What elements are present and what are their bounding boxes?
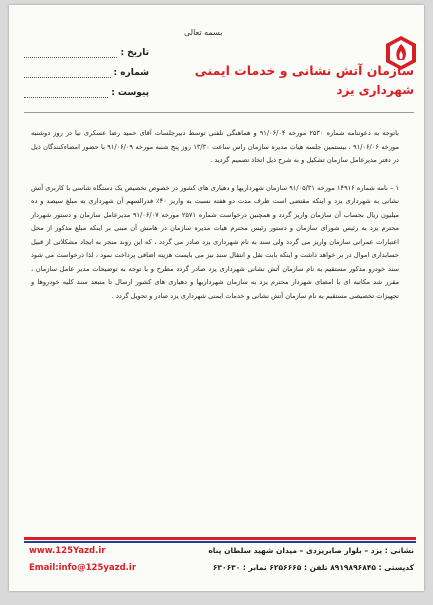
footer-website: www.125Yazd.ir [29,546,106,556]
letter-meta-fields [24,38,149,98]
attachment-blank [24,87,108,98]
header-divider [24,112,414,113]
footer-blue-rule [24,541,416,543]
body-paragraph-item-1: ۱ – نامه شماره ۱۴۹۱۶ مورخه ۹۱/۰۵/۳۱ سازمان شهرداریها و دهیاری های کشور در خصوص تخصیص یک دستگاه شاسی با کاربری آتش نشانی به شهرداری یزد و اینکه مقتضی است ظرف مدت دو هفته نسبت به واریز ۴۰٪ فدرالسهم آن شهرداری به مبلغ سیصد و ده میلیون ریال بحساب آن سازمان واریز گردد و همچنین درخواست شماره ۲۵۷۱ مورخه ۹۱/۰۶/۰۷ مدیرعامل سازمان و دستور شهردار محترم یزد به رئیس شورای سازمان و دستور رئیس محترم هیات مدیره سازمان در هامش آن مبنی بر اینکه مبلغ مذکور از محل اعتبارات عمرانی سازمان واریز می گردد ولی سند به نام شهرداری یزد صادر می گردد ، که این روند منجر به ایجاد مشکلاتی از قبیل حسابداری اموال در بر خواهد داشت و اینکه بابت نقل و انتقال سند نیز می بایست هزینه اضافی پرداخت نمود ، لذا درخواست می شود سند خودرو مذکور مستقیم به نام سازمان آتش نشانی شهرداری یزد صادر گردد مطرح و با توجه به توضیحات مدیر عامل سازمان ، مقرر شد مکاتبه ای با امضای شهردار محترم یزد به سازمان شهرداریها و دهیاری های کشور ارسال تا متبعد سند کلیه خودروها و تجهیزات تخصیصی مستقیم به نام سازمان آتش نشانی و خدمات ایمنی شهرداری یزد صادر و تحویل گردد . [31,183,400,300]
footer-email: Email:info@125yazd.ir [29,563,137,573]
number-label: شماره : [113,68,149,78]
organization-name: سازمان آتش نشانی و خدمات ایمنی [194,63,414,78]
footer-address: نشانی : یزد – بلوار صابریزدی – میدان شهید سلطان پناه [208,546,414,555]
organization-city: شهرداری یزد [336,83,414,97]
footer-contact: کدپستی : ۸۹۱۹۸۹۶۸۴۵ تلفن : ۶۲۵۶۶۶۵ نمابر : ۶۳۰۶۳۰ [212,563,414,572]
attachment-field [24,78,149,98]
date-label: تاریخ : [120,48,149,58]
body-paragraph-intro: باتوجه به دعوتنامه شماره ۲۵۳۰ مورخه ۹۱/۰۶/۰۴ و هماهنگی تلفنی توسط دبیرجلسات آقای حمید رضا عسکری نیا در روز دوشنبه مورخه ۹۱/۰۶/۰۶ ، بیستمین جلسه هیات مدیره سازمان راس ساعت ۱۳/۳۰ روز پنج شنبه مورخه ۹۱/۰۶/۰۹ با حضور امضاءکنندگان ذیل در دفتر مدیرعامل سازمان تشکیل و به شرح ذیل اتخاذ تصمیم گردید . [31,129,399,164]
letter-body [31,127,399,317]
letter-page [9,5,424,591]
bismillah-text: بسمه تعالی [184,28,223,37]
number-blank [24,67,111,78]
attachment-label: پیوست : [111,88,149,98]
date-field [24,38,149,58]
footer-red-rule [24,537,416,540]
date-blank [24,47,117,58]
number-field [24,58,149,78]
